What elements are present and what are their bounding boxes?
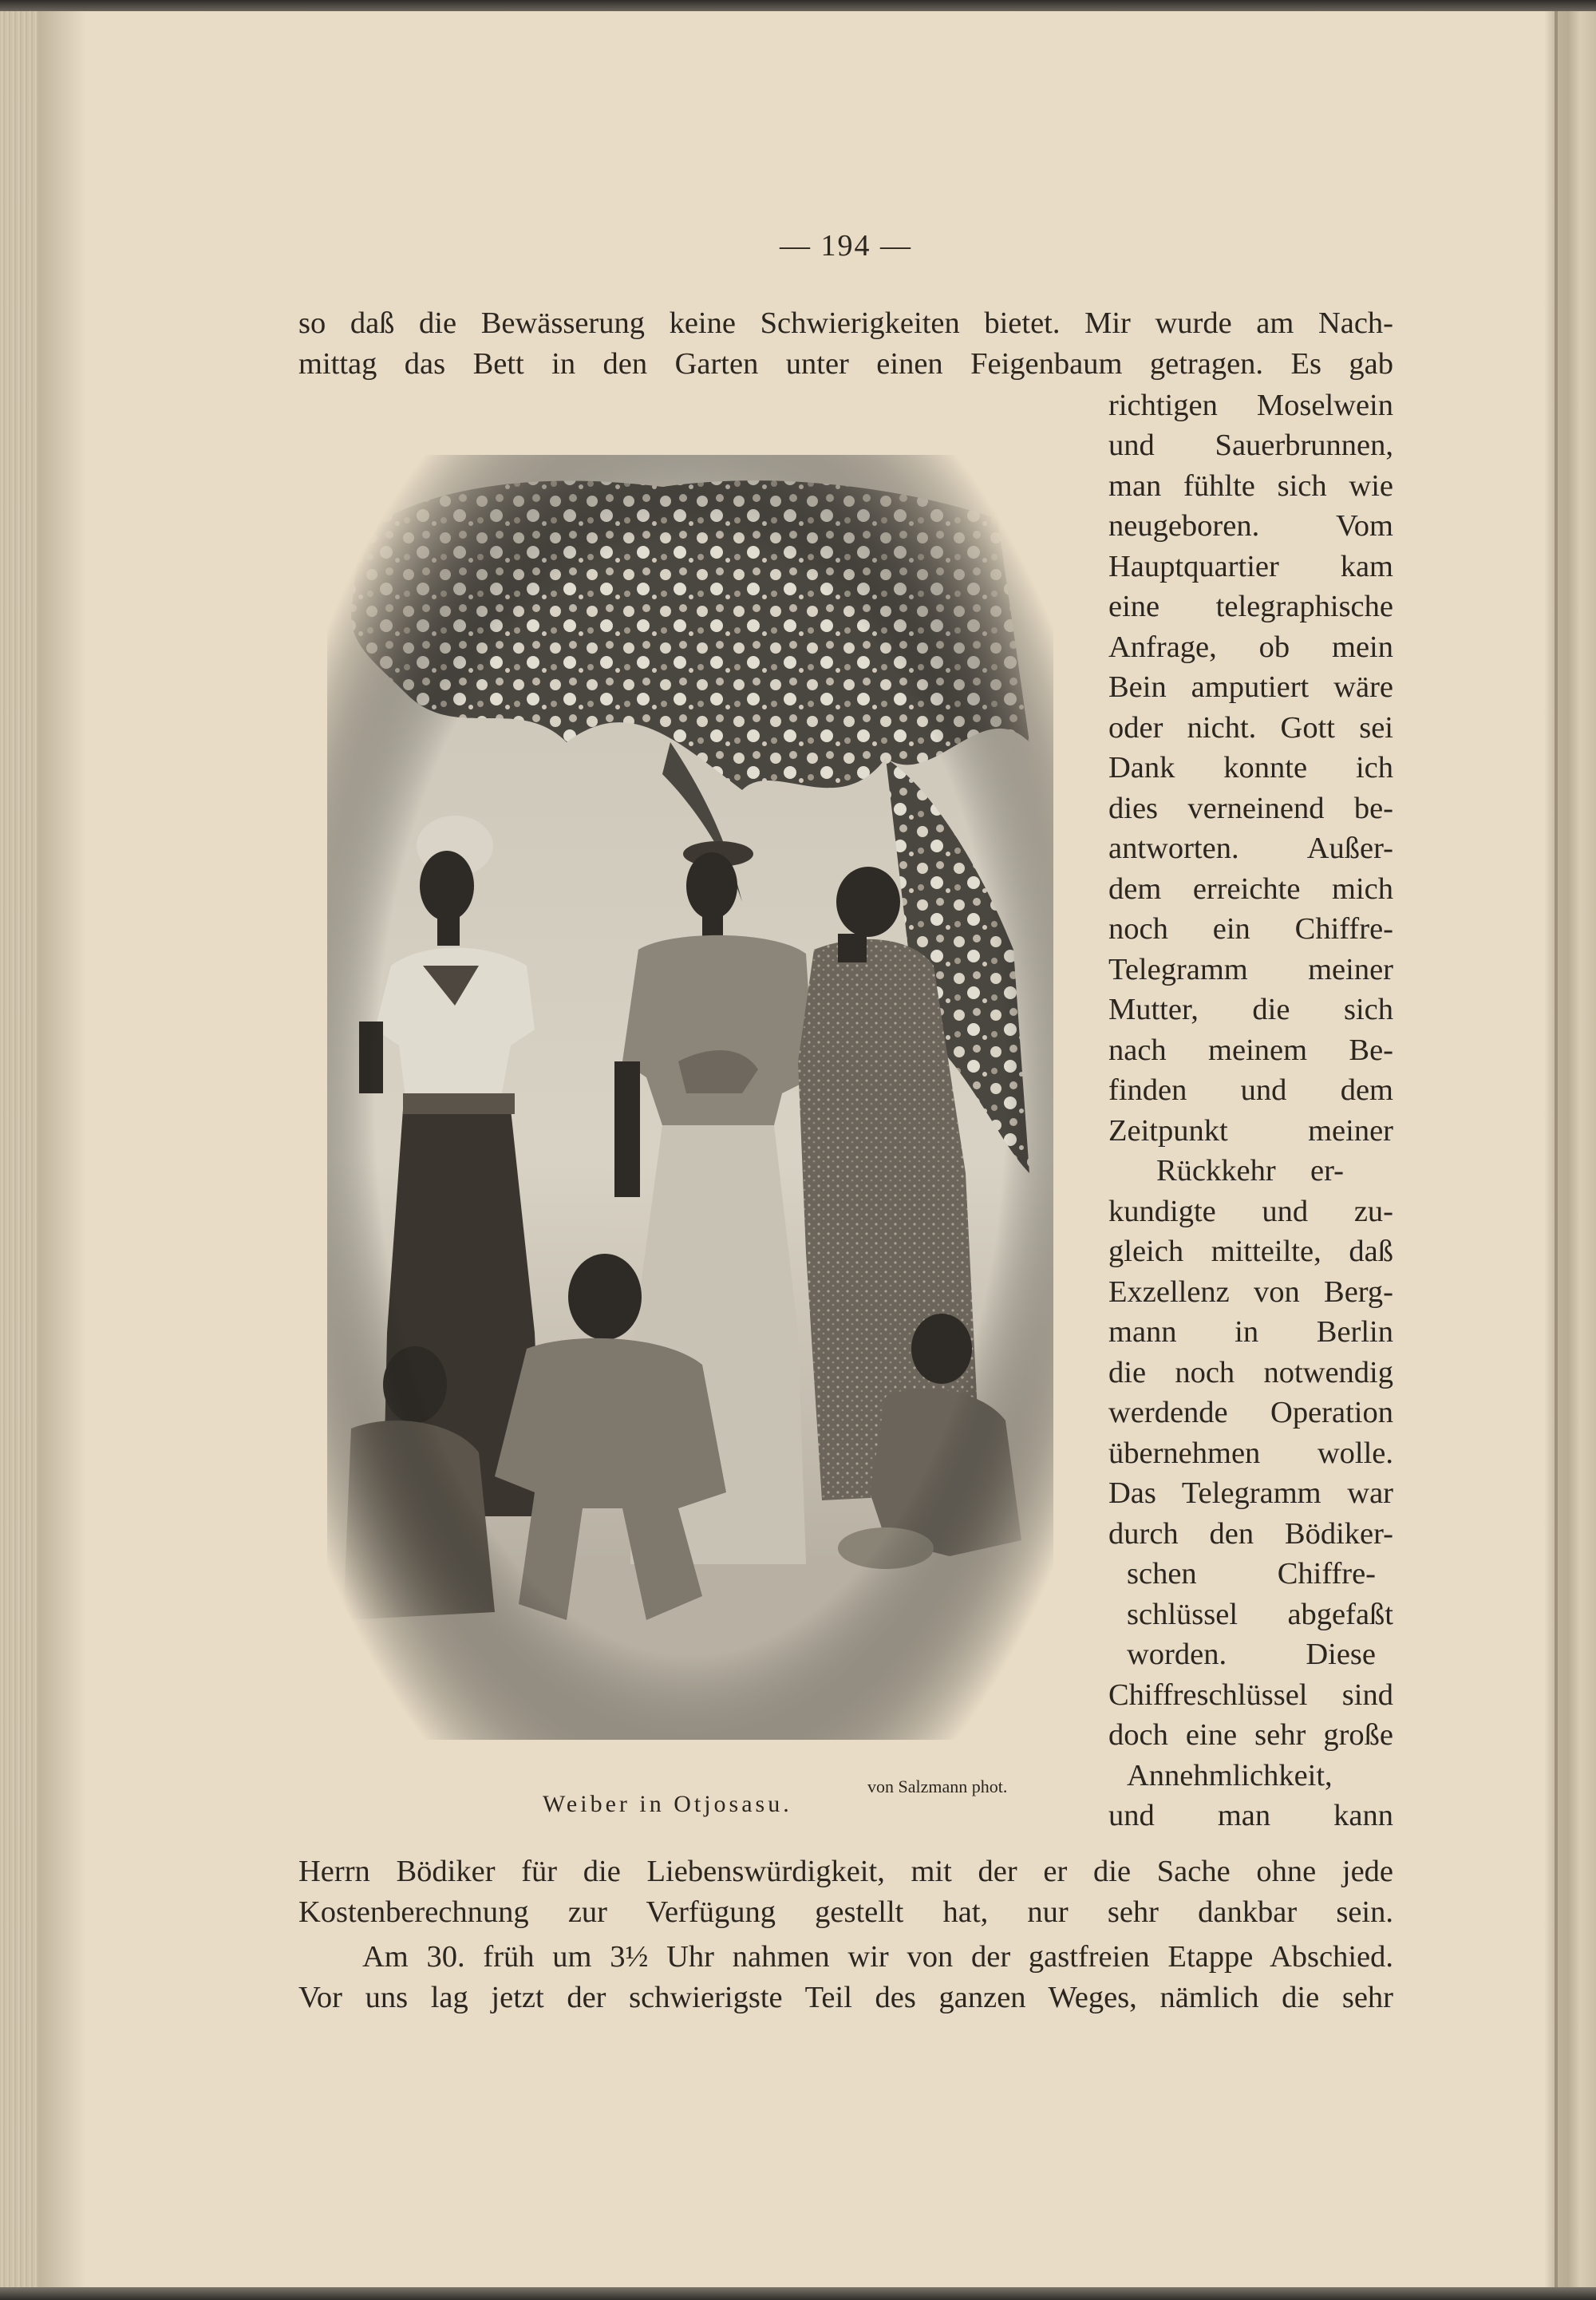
- side-text-line: oder nicht. Gott sei: [1108, 711, 1393, 745]
- right-fold-line: [1555, 11, 1558, 2287]
- side-text-line: Chiffreschlüssel sind: [1108, 1678, 1393, 1712]
- binding-shadow: [38, 11, 86, 2287]
- side-text-line: nach meinem Be-: [1108, 1033, 1393, 1067]
- text-line: Vor uns lag jetzt der schwierigste Teil des ganzen Weges, nämlich die sehr: [298, 1981, 1393, 2014]
- side-text-line: Telegramm meiner: [1108, 953, 1393, 986]
- side-text-line: durch den Bödiker-: [1108, 1517, 1393, 1551]
- side-text-line: schen Chiffre-: [1127, 1557, 1376, 1591]
- text-line: mittag das Bett in den Garten unter einen Feigenbaum getragen. Es gab: [298, 347, 1393, 381]
- side-text-line: Exzellenz von Berg-: [1108, 1275, 1393, 1309]
- side-text-line: und Sauerbrunnen,: [1108, 429, 1393, 462]
- side-text-line: übernehmen wolle.: [1108, 1437, 1393, 1470]
- side-text-line: mann in Berlin: [1108, 1315, 1393, 1349]
- scan-bottom-edge: [0, 2287, 1596, 2300]
- side-text-line: noch ein Chiffre-: [1108, 912, 1393, 946]
- page-stack-edges: [0, 11, 38, 2287]
- side-text-line: eine telegraphische: [1108, 590, 1393, 623]
- side-text-line: man fühlte sich wie: [1108, 469, 1393, 503]
- side-text-line: Hauptquartier kam: [1108, 550, 1393, 583]
- side-text-line: Bein amputiert wäre: [1108, 670, 1393, 704]
- side-text-line: schlüssel abgefaßt: [1127, 1598, 1393, 1631]
- text-line: Herrn Bödiker für die Liebenswürdigkeit, mit der er die Sache ohne jede: [298, 1855, 1393, 1888]
- page-number: — 194 —: [780, 229, 912, 263]
- side-text-line: finden und dem: [1108, 1073, 1393, 1107]
- side-text-line: Rückkehr er-: [1156, 1154, 1344, 1188]
- photo-women-in-otjosasu: [327, 455, 1053, 1740]
- side-text-line: worden. Diese: [1127, 1638, 1376, 1671]
- side-text-line: Dank konnte ich: [1108, 751, 1393, 784]
- side-text-line: neugeboren. Vom: [1108, 509, 1393, 543]
- side-text-line: Mutter, die sich: [1108, 993, 1393, 1026]
- side-text-line: gleich mitteilte, daß: [1108, 1235, 1393, 1268]
- right-gutter: [1544, 11, 1596, 2287]
- side-text-line: Anfrage, ob mein: [1108, 630, 1393, 664]
- photograph: [327, 455, 1053, 1740]
- side-text-line: doch eine sehr große: [1108, 1718, 1393, 1752]
- side-text-line: dem erreichte mich: [1108, 872, 1393, 906]
- photo-credit: von Salzmann phot.: [867, 1776, 1008, 1796]
- side-text-line: Annehmlichkeit,: [1127, 1759, 1333, 1792]
- side-text-line: antworten. Außer-: [1108, 832, 1393, 865]
- side-text-line: Zeitpunkt meiner: [1108, 1114, 1393, 1148]
- scan-top-edge: [0, 0, 1596, 11]
- side-text-line: richtigen Moselwein: [1108, 389, 1393, 422]
- figure-caption: Weiber in Otjosasu.: [543, 1791, 792, 1817]
- text-line: Kostenberechnung zur Verfügung gestellt hat, nur sehr dankbar sein.: [298, 1895, 1393, 1929]
- side-text-line: Das Telegramm war: [1108, 1476, 1393, 1510]
- side-text-line: und man kann: [1108, 1799, 1393, 1832]
- side-text-line: die noch notwendig: [1108, 1356, 1393, 1389]
- side-text-line: kundigte und zu-: [1108, 1195, 1393, 1228]
- side-text-line: dies verneinend be-: [1108, 792, 1393, 825]
- text-line: so daß die Bewässerung keine Schwierigkeiten bietet. Mir wurde am Nach-: [298, 306, 1393, 340]
- text-line: Am 30. früh um 3½ Uhr nahmen wir von der gastfreien Etappe Abschied.: [362, 1940, 1393, 1974]
- side-text-line: werdende Operation: [1108, 1396, 1393, 1429]
